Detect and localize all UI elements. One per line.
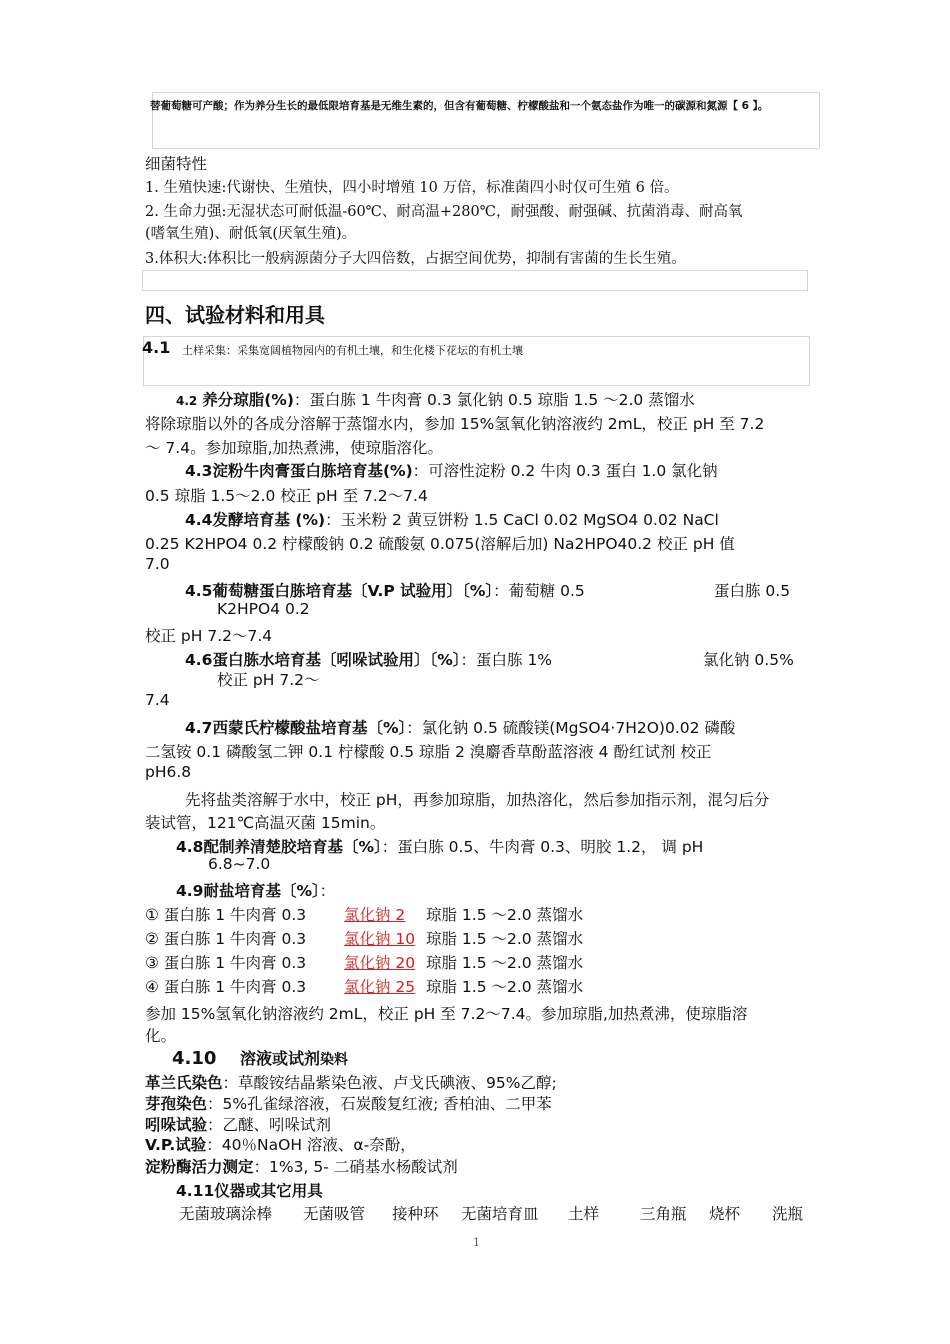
s410-title: 溶液或试剂 bbox=[240, 1049, 321, 1068]
s44-number: 4.4 bbox=[185, 511, 213, 529]
s45-number: 4.5 bbox=[185, 582, 213, 600]
s41-number: 4.1 bbox=[142, 338, 171, 357]
s411-title: 仪器或其它用具 bbox=[214, 1182, 323, 1200]
trait-item-3: 3.体积大:体积比一般病源菌分子大四倍数，占据空间优势，抑制有害菌的生长生殖。 bbox=[145, 251, 686, 267]
row-mark: ④ bbox=[145, 978, 159, 996]
s42-line1 bbox=[176, 388, 695, 410]
vp-label: V.P.试验 bbox=[145, 1136, 207, 1154]
s49-title: 耐盐培育基〔%〕 bbox=[203, 882, 320, 900]
s410-heading bbox=[172, 1046, 348, 1069]
vp-text: ：40％NaOH 溶液、α-奈酚， bbox=[206, 1136, 416, 1154]
s410-amylase bbox=[145, 1155, 458, 1177]
s410-indole bbox=[145, 1113, 331, 1135]
salt-amount: 氯化钠 25 bbox=[344, 978, 416, 996]
s45-line2: K2HPO4 0.2 bbox=[217, 600, 310, 618]
s42-number: 4.2 bbox=[176, 394, 198, 408]
s44-line1 bbox=[185, 508, 719, 530]
equipment-item: 烧杯 bbox=[709, 1205, 741, 1223]
trait-item-1: 1. 生殖快速:代谢快、生殖快，四小时增殖 10 万倍，标准菌四小时仅可生殖 6 倍。 bbox=[145, 180, 679, 196]
s49-row bbox=[145, 927, 306, 949]
row-mark: ③ bbox=[145, 954, 159, 972]
row-prefix: 蛋白胨 1 牛肉膏 0.3 bbox=[163, 906, 307, 924]
s43-text: ：可溶性淀粉 0.2 牛肉 0.3 蛋白 1.0 氯化钠 bbox=[412, 462, 718, 480]
s45-line1 bbox=[185, 579, 585, 601]
s47-line2: 二氢铵 0.1 磷酸氢二钾 0.1 柠檬酸 0.5 琼脂 2 溴麝香草酚蓝溶液 4 酚红试剂 校正 bbox=[145, 743, 712, 761]
row-prefix: 蛋白胨 1 牛肉膏 0.3 bbox=[163, 954, 307, 972]
salt-amount: 氯化钠 2 bbox=[344, 906, 406, 924]
s41-text: 土样采集：采集宽阔植物园内的有机土壤，和生化楼下花坛的有机土壤 bbox=[182, 344, 523, 357]
amylase-text: ：1%3, 5- 二硝基水杨酸试剂 bbox=[253, 1158, 458, 1176]
trait-item-2b: (嗜氧生殖)、耐低氧(厌氧生殖)。 bbox=[145, 226, 357, 242]
s410-number: 4.10 bbox=[172, 1048, 217, 1069]
spore-text: ：5%孔雀绿溶液，石炭酸复红液; 香柏油、二甲苯 bbox=[207, 1095, 552, 1113]
s46-number: 4.6 bbox=[185, 651, 213, 669]
s46-line2: 校正 pH 7.2～ bbox=[217, 671, 320, 689]
s44-line3: 7.0 bbox=[145, 555, 170, 573]
s42-title: 养分琼脂(%) bbox=[202, 391, 294, 409]
s47-number: 4.7 bbox=[185, 719, 213, 737]
gram-text: ：草酸铵结晶紫染色液、卢戈氏碘液、95%乙醇; bbox=[222, 1074, 557, 1092]
s49-row bbox=[145, 975, 306, 997]
s45-text: ：葡萄糖 0.5 bbox=[493, 582, 585, 600]
salt-amount: 氯化钠 20 bbox=[344, 954, 416, 972]
s49-row bbox=[145, 951, 306, 973]
s410-gram bbox=[145, 1071, 557, 1093]
top-note-text: 替葡萄糖可产酸；作为养分生长的最低限培育基是无维生素的，但含有葡萄糖、柠檬酸盐和一个氨态盐作为唯一的碳源和氮源【 6 】。 bbox=[150, 100, 769, 112]
equipment-item: 洗瓶 bbox=[772, 1205, 804, 1223]
equipment-item: 土样 bbox=[568, 1205, 600, 1223]
s48-number: 4.8 bbox=[176, 838, 204, 856]
indole-text: ：乙醚、吲哚试剂 bbox=[207, 1116, 332, 1134]
s48-line2: 6.8~7.0 bbox=[208, 855, 271, 873]
s45-line1b: 蛋白胨 0.5 bbox=[714, 582, 791, 600]
indole-label: 吲哚试验 bbox=[145, 1116, 208, 1134]
s47-line4: 先将盐类溶解于水中，校正 pH，再参加琼脂，加热溶化，然后参加指示剂，混匀后分 bbox=[185, 791, 770, 809]
s49-number: 4.9 bbox=[176, 882, 204, 900]
page-number: 1 bbox=[473, 1236, 480, 1249]
s47-text: ：氯化钠 0.5 硫酸镁(MgSO4·7H2O)0.02 磷酸 bbox=[406, 719, 736, 737]
s42-text: ：蛋白胨 1 牛肉膏 0.3 氯化钠 0.5 琼脂 1.5 ～2.0 蒸馏水 bbox=[293, 391, 695, 409]
row-suffix: 琼脂 1.5 ～2.0 蒸馏水 bbox=[426, 978, 584, 996]
s44-title: 发酵培育基 (%) bbox=[212, 511, 326, 529]
row-prefix: 蛋白胨 1 牛肉膏 0.3 bbox=[163, 930, 307, 948]
equipment-item: 接种环 bbox=[392, 1205, 439, 1223]
s49-heading bbox=[176, 879, 335, 901]
row-mark: ① bbox=[145, 906, 159, 924]
s46-text: ：蛋白胨 1% bbox=[460, 651, 553, 669]
s48-text: ：蛋白胨 0.5、牛肉膏 0.3、明胶 1.2， 调 pH bbox=[381, 838, 704, 856]
row-mark: ② bbox=[145, 930, 159, 948]
s45-title: 葡萄糖蛋白胨培育基〔V.P 试验用〕〔%〕 bbox=[212, 582, 494, 600]
s410-title-small: 染料 bbox=[320, 1052, 349, 1068]
s411-number: 4.11 bbox=[176, 1182, 215, 1200]
salt-amount: 氯化钠 10 bbox=[344, 930, 416, 948]
equipment-item: 无菌培育皿 bbox=[461, 1205, 539, 1223]
s42-line3: ～ 7.4。参加琼脂,加热煮沸，使琼脂溶化。 bbox=[145, 439, 444, 457]
s49-after1: 参加 15%氢氧化钠溶液约 2mL，校正 pH 至 7.2～7.4。参加琼脂,加热煮沸，使琼脂溶 bbox=[145, 1005, 748, 1023]
s410-vp bbox=[145, 1133, 416, 1155]
s48-line1 bbox=[176, 835, 703, 857]
s46-line3: 7.4 bbox=[145, 691, 170, 709]
gram-label: 革兰氏染色 bbox=[145, 1074, 223, 1092]
equipment-item: 无菌玻璃涂棒 bbox=[179, 1205, 273, 1223]
s46-line1 bbox=[185, 648, 552, 670]
s411-heading bbox=[176, 1179, 323, 1201]
s47-line3: pH6.8 bbox=[145, 763, 192, 781]
s43-title: 淀粉牛肉膏蛋白胨培育基(%) bbox=[212, 462, 413, 480]
s43-number: 4.3 bbox=[185, 462, 213, 480]
s43-line2: 0.5 琼脂 1.5～2.0 校正 pH 至 7.2～7.4 bbox=[145, 487, 428, 505]
trait-item-2a: 2. 生命力强:无湿状态可耐低温-60℃、耐高温+280℃，耐强酸、耐强碱、抗菌消毒、耐高氧 bbox=[145, 204, 743, 220]
traits-heading: 细菌特性 bbox=[145, 155, 208, 173]
amylase-label: 淀粉酶活力测定 bbox=[145, 1158, 254, 1176]
equipment-item: 三角瓶 bbox=[640, 1205, 687, 1223]
s47-line1 bbox=[185, 716, 735, 738]
row-suffix: 琼脂 1.5 ～2.0 蒸馏水 bbox=[426, 954, 584, 972]
s42-line2: 将除琼脂以外的各成分溶解于蒸馏水内，参加 15%氢氧化钠溶液约 2mL，校正 pH 至 7.2 bbox=[145, 415, 765, 433]
empty-box bbox=[142, 270, 808, 291]
equipment-item: 无菌吸管 bbox=[303, 1205, 366, 1223]
s47-title: 西蒙氏柠檬酸盐培育基〔%〕 bbox=[212, 719, 407, 737]
s49-row bbox=[145, 903, 306, 925]
s45-line3: 校正 pH 7.2～7.4 bbox=[145, 627, 273, 645]
row-suffix: 琼脂 1.5 ～2.0 蒸馏水 bbox=[426, 930, 584, 948]
spore-label: 芽孢染色 bbox=[145, 1095, 208, 1113]
s48-title: 配制养清楚胶培育基〔%〕 bbox=[203, 838, 382, 856]
s46-line1b: 氯化钠 0.5% bbox=[703, 651, 794, 669]
row-suffix: 琼脂 1.5 ～2.0 蒸馏水 bbox=[426, 906, 584, 924]
s410-spore bbox=[145, 1092, 552, 1114]
s49-colon: ： bbox=[319, 882, 336, 900]
s44-text: ：玉米粉 2 黄豆饼粉 1.5 CaCl 0.02 MgSO4 0.02 NaCl bbox=[325, 511, 719, 529]
section-title: 四、试验材料和用具 bbox=[145, 303, 325, 327]
s43-line1 bbox=[185, 459, 718, 481]
s49-after2: 化。 bbox=[145, 1027, 177, 1045]
s46-title: 蛋白胨水培育基〔吲哚试验用〕〔%〕 bbox=[212, 651, 461, 669]
s44-line2: 0.25 K2HPO4 0.2 柠檬酸钠 0.2 硫酸氨 0.075(溶解后加) Na2HPO40.2 校正 pH 值 bbox=[145, 535, 735, 553]
row-prefix: 蛋白胨 1 牛肉膏 0.3 bbox=[163, 978, 307, 996]
s47-line5: 装试管，121℃高温灭菌 15min。 bbox=[145, 814, 386, 832]
